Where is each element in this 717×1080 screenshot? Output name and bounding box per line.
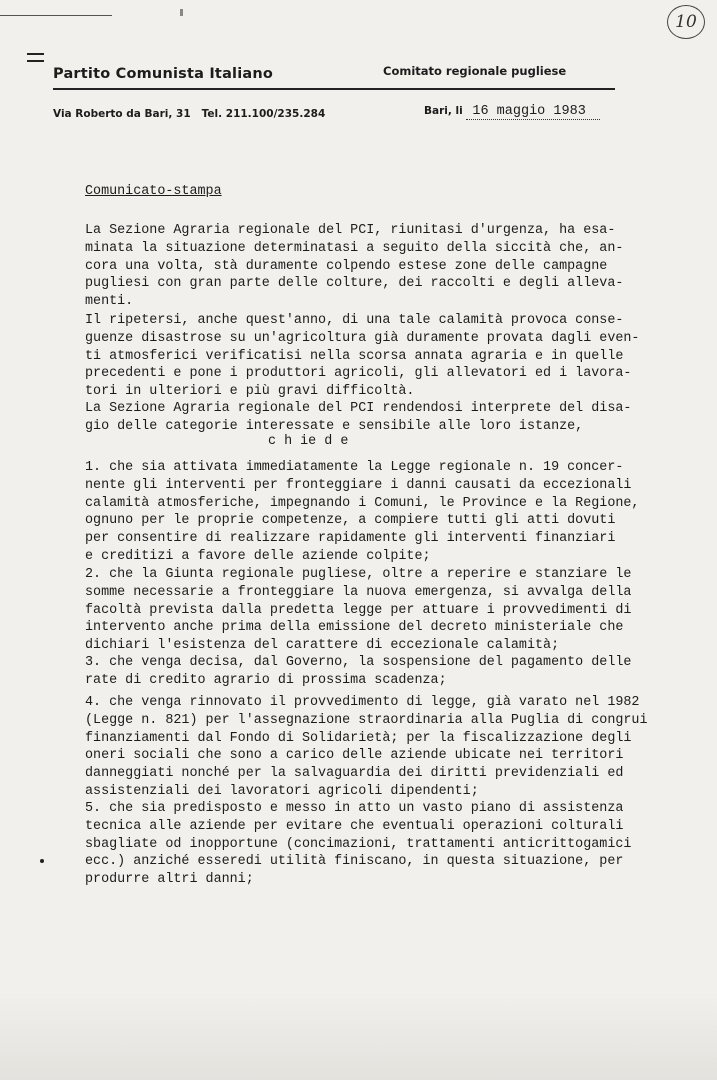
- staple-mark: [180, 9, 183, 16]
- text-line: tecnica alle aziende per evitare che eventuali operazioni colturali: [85, 818, 624, 834]
- text-line: sbagliate od inopportune (concimazioni, trattamenti anticrittogamici: [85, 836, 632, 852]
- text-line: tori in ulteriori e più gravi difficoltà.: [85, 384, 415, 400]
- text-line: somme necessarie a fronteggiare la nuova emergenza, si avvalga della: [85, 584, 632, 600]
- scan-edge: [0, 990, 717, 1080]
- committee-name: Comitato regionale pugliese: [383, 64, 567, 78]
- request-2: [85, 566, 675, 655]
- text-line: (Legge n. 821) per l'assegnazione straordinaria alla Puglia di congrui: [85, 712, 648, 728]
- text-line: La Sezione Agraria regionale del PCI, riunitasi d'urgenza, ha esa-: [85, 223, 616, 238]
- text-line: dichiari l'esistenza del carattere di eccezionale calamità;: [85, 638, 560, 654]
- address-line: Via Roberto da Bari, 31 Tel. 211.100/235.284: [53, 108, 326, 120]
- request-1: [85, 459, 675, 566]
- text-line: La Sezione Agraria regionale del PCI rendendosi interprete del disa-: [85, 401, 632, 416]
- date-line: [424, 104, 600, 119]
- text-line: 3. che venga decisa, dal Governo, la sospensione del pagamento delle: [85, 655, 632, 670]
- text-line: 4. che venga rinnovato il provvedimento di legge, già varato nel 1982: [85, 695, 640, 710]
- margin-dot: [40, 859, 44, 863]
- text-line: 2. che la Giunta regionale pugliese, oltre a reperire e stanziare le: [85, 567, 632, 582]
- request-3: [85, 654, 675, 690]
- text-line: per consentire di realizzare rapidamente gli interventi finanziari: [85, 531, 616, 547]
- request-4: [85, 694, 675, 801]
- text-line: ognuno per le proprie competenze, a compiere tutti gli atti dovuti: [85, 513, 616, 529]
- chiede-word: c h ie d e: [268, 434, 349, 449]
- text-line: oneri sociali che sono a carico delle aziende ubicate nei territori: [85, 748, 624, 764]
- date-value: 16 maggio 1983: [466, 104, 599, 120]
- text-line: gio delle categorie interessate e sensibile alle loro istanze,: [85, 418, 584, 434]
- text-line: intervento anche prima della emissione del decreto ministeriale che: [85, 620, 624, 636]
- page-number: 10: [667, 5, 705, 39]
- document-heading: Comunicato-stampa: [85, 184, 222, 199]
- date-prefix: Bari, li: [424, 105, 463, 117]
- margin-mark: [27, 53, 44, 62]
- text-line: guenze disastrose su un'agricoltura già duramente provata dagli even-: [85, 330, 640, 346]
- text-line: ti atmosferici verificatisi nella scorsa annata agraria e in quelle: [85, 348, 624, 364]
- text-line: nente gli interventi per fronteggiare i danni causati da eccezionali: [85, 477, 632, 493]
- text-line: e creditizi a favore delle aziende colpite;: [85, 548, 431, 564]
- text-line: calamità atmosferiche, impegnando i Comuni, le Province e la Regione,: [85, 495, 640, 511]
- text-line: rate di credito agrario di prossima scadenza;: [85, 672, 447, 688]
- text-line: assistenziali dei lavoratori agricoli dipendenti;: [85, 783, 479, 799]
- text-line: minata la situazione determinatasi a seguito della siccità che, an-: [85, 240, 624, 256]
- text-line: facoltà prevista dalla predetta legge per attuare i provvedimenti di: [85, 602, 632, 618]
- text-line: danneggiati nonché per la salvaguardia dei diritti previdenziali ed: [85, 766, 624, 782]
- text-line: Il ripetersi, anche quest'anno, di una tale calamità provoca conse-: [85, 313, 624, 328]
- text-line: 1. che sia attivata immediatamente la Legge regionale n. 19 concer-: [85, 460, 624, 475]
- text-line: produrre altri danni;: [85, 872, 254, 888]
- text-line: precedenti e pone i produttori agricoli, gli allevatori ed i lavora-: [85, 366, 632, 382]
- text-line: finanziamenti dal Fondo di Solidarietà; per la fiscalizzazione degli: [85, 730, 632, 746]
- paragraph-consequences: [85, 312, 675, 401]
- text-line: cora una volta, stà duramente colpendo estese zone delle campagne: [85, 258, 608, 274]
- text-line: ecc.) anziché esseredi utilità finiscano, in questa situazione, per: [85, 854, 624, 870]
- paragraph-interpreter: [85, 400, 675, 436]
- letterhead-rule: [53, 88, 615, 90]
- text-line: 5. che sia predisposto e messo in atto un vasto piano di assistenza: [85, 801, 624, 816]
- request-5: [85, 800, 675, 889]
- text-line: menti.: [85, 294, 134, 310]
- party-name: Partito Comunista Italiano: [53, 66, 274, 82]
- top-edge-rule: [0, 15, 112, 16]
- paragraph-intro: [85, 222, 675, 311]
- text-line: pugliesi con gran parte delle colture, dei raccolti e degli alleva-: [85, 276, 624, 292]
